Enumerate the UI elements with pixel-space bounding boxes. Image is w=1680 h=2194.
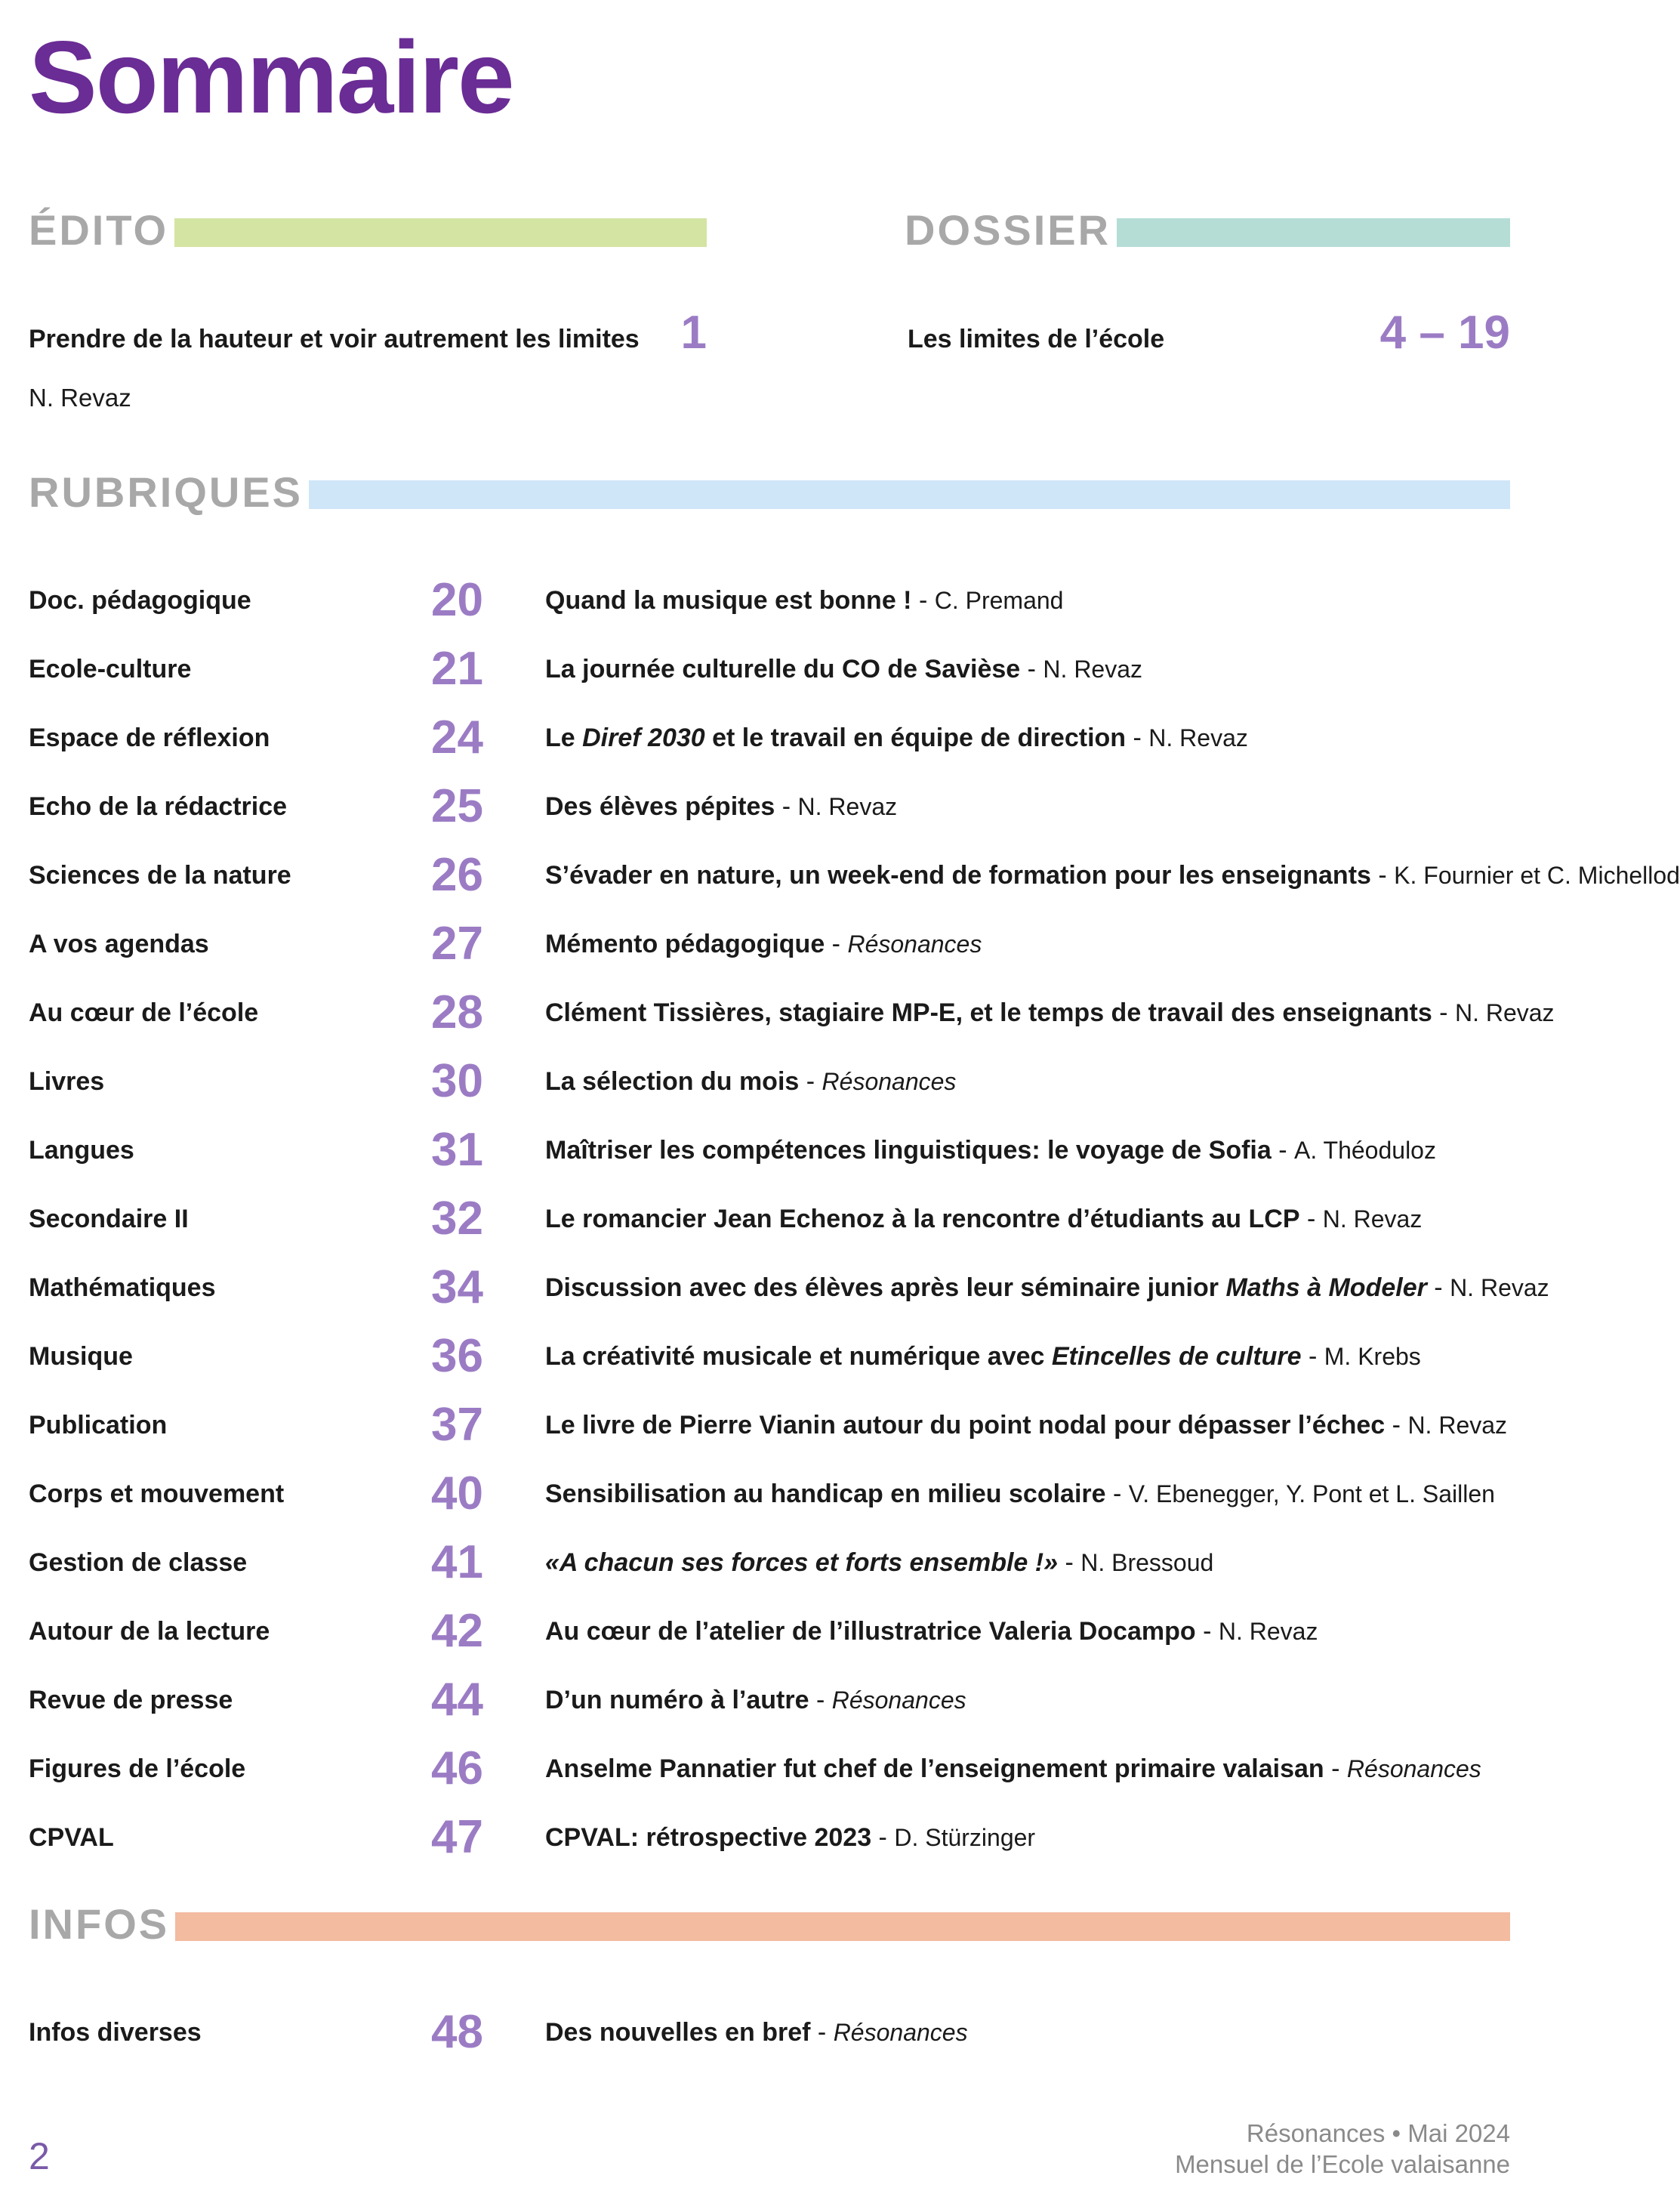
separator: -: [825, 930, 848, 958]
toc-row[interactable]: [0, 1258, 1611, 1319]
article-title: La créativité musicale et numérique avec: [545, 1342, 1052, 1371]
toc-row[interactable]: [0, 846, 1680, 906]
toc-row[interactable]: [0, 708, 1611, 769]
edito-author: N. Revaz: [29, 384, 131, 412]
toc-row[interactable]: [0, 2003, 1611, 2063]
separator: -: [1432, 998, 1455, 1027]
toc-article[interactable]: [545, 656, 1142, 682]
infos-label: INFOS: [29, 1900, 170, 1948]
toc-category: Langues: [29, 1136, 134, 1165]
article-author: Résonances: [833, 2019, 968, 2046]
infos-header: [29, 1902, 1510, 1947]
toc-article[interactable]: [545, 2020, 968, 2045]
toc-category: Echo de la rédactrice: [29, 792, 288, 821]
toc-page-number: 32: [431, 1193, 483, 1245]
toc-category: Au cœur de l’école: [29, 998, 259, 1027]
toc-page-number: 44: [431, 1674, 483, 1726]
article-title: Sensibilisation au handicap en milieu scolaire: [545, 1480, 1106, 1508]
article-title: Au cœur de l’atelier de l’illustratrice Valeria Docampo: [545, 1617, 1196, 1646]
separator: -: [1301, 1342, 1324, 1371]
dossier-title[interactable]: Les limites de l’école: [908, 325, 1165, 353]
article-author: Résonances: [822, 1068, 957, 1095]
article-title: Le livre de Pierre Vianin autour du point nodal pour dépasser l’échec: [545, 1411, 1386, 1440]
separator: -: [1370, 861, 1395, 890]
toc-article[interactable]: [545, 1344, 1421, 1369]
separator: -: [1105, 1480, 1129, 1508]
toc-article[interactable]: [545, 1000, 1555, 1026]
article-author: N. Revaz: [1322, 1205, 1423, 1233]
toc-article[interactable]: [545, 1412, 1507, 1438]
rubriques-header: [29, 470, 1510, 515]
toc-category: Doc. pédagogique: [29, 586, 251, 615]
footer-line-publication: Mensuel de l’Ecole valaisanne: [1175, 2150, 1510, 2179]
separator: -: [871, 1823, 895, 1852]
toc-row[interactable]: [0, 777, 1611, 838]
toc-row[interactable]: [0, 1671, 1611, 1731]
toc-page-number: 28: [431, 986, 483, 1038]
article-title: La journée culturelle du CO de Savièse: [545, 655, 1021, 684]
article-title: Clément Tissières, stagiaire MP-E, et le temps de travail des enseignants: [545, 998, 1432, 1027]
toc-row[interactable]: [0, 915, 1611, 975]
toc-category: Infos diverses: [29, 2018, 202, 2047]
edito-page-number: 1: [680, 307, 707, 359]
toc-category: Mathématiques: [29, 1273, 216, 1302]
rubriques-label: RUBRIQUES: [29, 468, 304, 516]
separator: -: [809, 1686, 832, 1714]
toc-row[interactable]: [0, 1808, 1611, 1868]
toc-row[interactable]: [0, 983, 1611, 1044]
article-author: N. Revaz: [1218, 1618, 1318, 1645]
toc-page-number: 24: [431, 711, 483, 764]
toc-article[interactable]: [545, 862, 1680, 888]
toc-article[interactable]: [545, 1275, 1549, 1301]
article-title: Anselme Pannatier fut chef de l’enseignement primaire valaisan: [545, 1754, 1324, 1783]
toc-row[interactable]: [0, 1464, 1611, 1525]
toc-category: A vos agendas: [29, 930, 209, 958]
rubriques-bar: [309, 480, 1510, 509]
article-author: V. Ebenegger, Y. Pont et L. Saillen: [1128, 1480, 1495, 1507]
dossier-label: DOSSIER: [905, 206, 1111, 254]
infos-bar: [175, 1912, 1510, 1941]
toc-page-number: 30: [431, 1055, 483, 1107]
article-author: N. Revaz: [1454, 999, 1555, 1026]
toc-row[interactable]: [0, 1327, 1611, 1387]
toc-page-number: 27: [431, 918, 483, 970]
toc-category: Revue de presse: [29, 1686, 233, 1714]
separator: -: [1195, 1617, 1219, 1646]
article-author: K. Fournier et C. Michellod: [1394, 862, 1680, 889]
toc-article[interactable]: [545, 794, 897, 819]
toc-row[interactable]: [0, 1533, 1611, 1594]
toc-category: Autour de la lecture: [29, 1617, 270, 1646]
toc-page-number: 37: [431, 1399, 483, 1451]
toc-page-number: 47: [431, 1811, 483, 1863]
toc-row[interactable]: [0, 640, 1611, 700]
toc-row[interactable]: [0, 1121, 1611, 1181]
footer-line-issue: Résonances • Mai 2024: [1246, 2119, 1510, 2147]
toc-article[interactable]: [545, 1825, 1035, 1850]
toc-article[interactable]: [545, 931, 982, 957]
separator: -: [1126, 724, 1149, 752]
toc-category: Secondaire II: [29, 1205, 189, 1233]
toc-page-number: 31: [431, 1124, 483, 1176]
article-author: N. Revaz: [1148, 724, 1248, 751]
toc-category: Sciences de la nature: [29, 861, 291, 890]
toc-page-number: 20: [431, 574, 483, 626]
toc-category: Publication: [29, 1411, 168, 1440]
toc-article[interactable]: [545, 1550, 1213, 1575]
separator: -: [1058, 1548, 1081, 1577]
toc-page-number: 48: [431, 2006, 483, 2058]
dossier-bar: [1117, 218, 1510, 247]
article-author: N. Revaz: [1407, 1412, 1508, 1439]
article-title: CPVAL: rétrospective 2023: [545, 1823, 872, 1852]
toc-page-number: 40: [431, 1467, 483, 1520]
article-title: Maîtriser les compétences linguistiques: le voyage de Sofia: [545, 1136, 1272, 1165]
toc-page-number: 41: [431, 1536, 483, 1588]
toc-page-number: 46: [431, 1742, 483, 1794]
article-title: Discussion avec des élèves après leur séminaire junior: [545, 1273, 1226, 1302]
toc-row[interactable]: [0, 1396, 1611, 1456]
toc-row[interactable]: [0, 1602, 1611, 1662]
edito-bar: [174, 218, 707, 247]
toc-article[interactable]: [545, 1618, 1318, 1644]
article-title: Quand la musique est bonne !: [545, 586, 912, 615]
separator: -: [1299, 1205, 1323, 1233]
edito-title[interactable]: Prendre de la hauteur et voir autrement les limites: [29, 325, 640, 353]
toc-category: Figures de l’école: [29, 1754, 246, 1783]
toc-page-number: 34: [431, 1261, 483, 1313]
toc-category: Espace de réflexion: [29, 724, 270, 752]
toc-page-number: 21: [431, 643, 483, 695]
toc-article[interactable]: [545, 1137, 1436, 1163]
toc-article[interactable]: [545, 1756, 1481, 1782]
article-author: D. Stürzinger: [894, 1824, 1036, 1851]
toc-category: Corps et mouvement: [29, 1480, 285, 1508]
toc-page-number: 36: [431, 1330, 483, 1382]
toc-row[interactable]: [0, 1739, 1611, 1800]
toc-article[interactable]: [545, 725, 1248, 751]
toc-page-number: 42: [431, 1605, 483, 1657]
article-title: Mémento pédagogique: [545, 930, 825, 958]
article-title: Le romancier Jean Echenoz à la rencontre d’étudiants au LCP: [545, 1205, 1300, 1233]
separator: -: [911, 586, 935, 615]
article-title-italic: «A chacun ses forces et forts ensemble !»: [545, 1548, 1059, 1577]
separator: -: [799, 1067, 822, 1096]
article-title: D’un numéro à l’autre: [545, 1686, 809, 1714]
footer: [1175, 2118, 1510, 2180]
edito-label: ÉDITO: [29, 206, 169, 254]
separator: -: [775, 792, 798, 821]
article-title: et le travail en équipe de direction: [704, 724, 1127, 752]
separator: -: [1271, 1136, 1294, 1165]
page-title: Sommaire: [29, 20, 513, 134]
dossier-page-range: 4 – 19: [1379, 307, 1510, 359]
article-title: La sélection du mois: [545, 1067, 800, 1096]
toc-category: Ecole-culture: [29, 655, 192, 684]
article-title: Des élèves pépites: [545, 792, 775, 821]
separator: -: [1426, 1273, 1450, 1302]
toc-page-number: 26: [431, 849, 483, 901]
separator: -: [1324, 1754, 1347, 1783]
article-title-italic: Maths à Modeler: [1225, 1273, 1427, 1302]
page-number: 2: [29, 2135, 50, 2177]
dossier-header: [905, 208, 1510, 253]
edito-header: [29, 208, 707, 253]
toc-article[interactable]: [545, 1687, 966, 1713]
article-title: Des nouvelles en bref: [545, 2018, 811, 2047]
toc-row[interactable]: [0, 1052, 1611, 1112]
article-author: C. Premand: [934, 587, 1064, 614]
toc-row[interactable]: [0, 1190, 1611, 1250]
article-author: N. Revaz: [1450, 1274, 1549, 1301]
toc-row[interactable]: [0, 571, 1611, 631]
article-title-italic: Diref 2030: [582, 724, 705, 752]
article-author: A. Théoduloz: [1293, 1137, 1436, 1164]
article-title-italic: Etincelles de culture: [1051, 1342, 1302, 1371]
article-author: N. Revaz: [1043, 656, 1143, 683]
separator: -: [1020, 655, 1043, 684]
toc-article[interactable]: [545, 588, 1063, 613]
separator: -: [810, 2018, 834, 2047]
toc-category: Gestion de classe: [29, 1548, 248, 1577]
article-author: M. Krebs: [1324, 1343, 1421, 1370]
article-author: N. Bressoud: [1080, 1549, 1214, 1576]
article-author: Résonances: [847, 930, 982, 958]
toc-article[interactable]: [545, 1481, 1495, 1507]
toc-category: CPVAL: [29, 1823, 114, 1852]
toc-category: Musique: [29, 1342, 133, 1371]
article-title: S’évader en nature, un week-end de formation pour les enseignants: [545, 861, 1371, 890]
toc-category: Livres: [29, 1067, 105, 1096]
toc-article[interactable]: [545, 1069, 956, 1094]
article-author: Résonances: [831, 1686, 966, 1714]
toc-article[interactable]: [545, 1206, 1422, 1232]
toc-page-number: 25: [431, 780, 483, 832]
article-author: Résonances: [1346, 1755, 1481, 1782]
article-author: N. Revaz: [797, 793, 898, 820]
separator: -: [1385, 1411, 1408, 1440]
article-title: Le: [545, 724, 583, 752]
